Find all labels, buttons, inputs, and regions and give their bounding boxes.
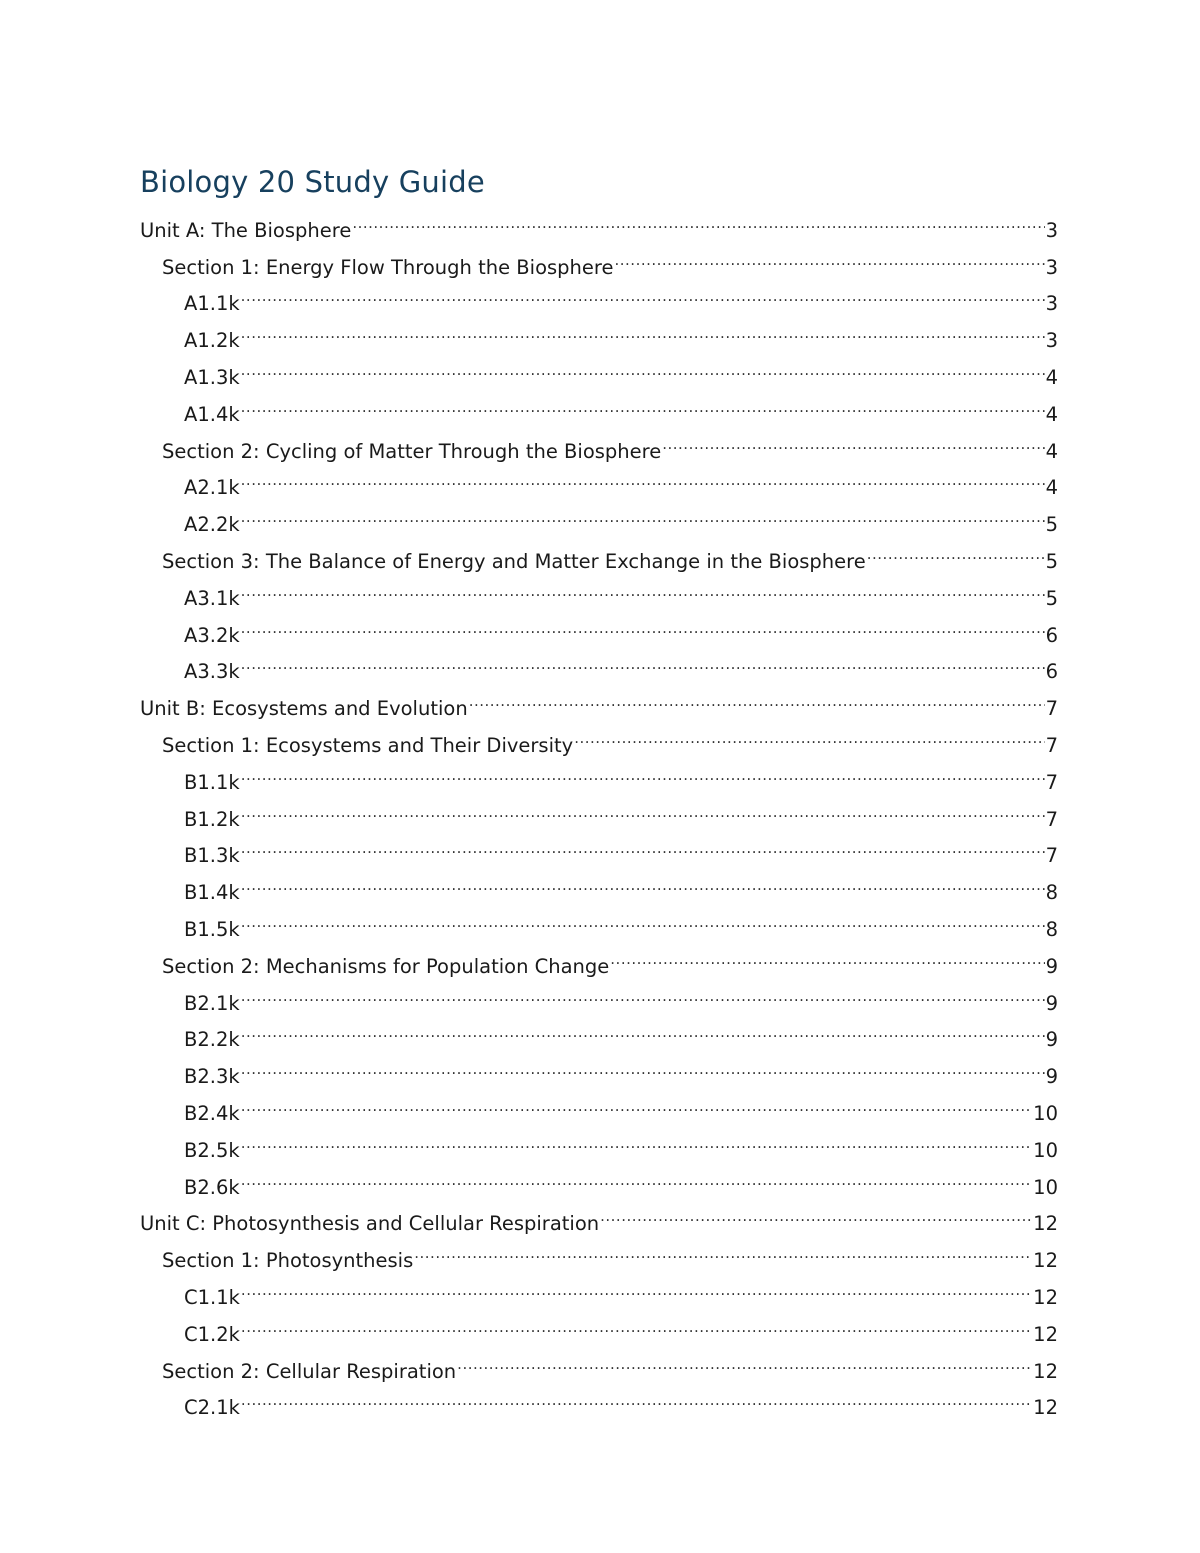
toc-entry-label: B1.1k: [184, 770, 240, 794]
toc-entry[interactable]: [140, 1378, 1058, 1420]
toc-dot-leader: [241, 1010, 1045, 1047]
toc-entry[interactable]: [140, 1083, 1058, 1125]
toc-dot-leader: [241, 1083, 1032, 1120]
document-page: [140, 160, 1058, 1420]
toc-entry[interactable]: [140, 1341, 1058, 1383]
toc-dot-leader: [241, 973, 1045, 1010]
toc-entry[interactable]: [140, 200, 1058, 242]
toc-entry[interactable]: [140, 310, 1058, 353]
toc-entry-label: C1.2k: [184, 1322, 240, 1346]
toc-dot-leader: [241, 384, 1045, 421]
toc-entry-label: Unit A: The Biosphere: [140, 218, 352, 242]
toc-entry[interactable]: [140, 605, 1058, 647]
toc-page-number: 12: [1033, 1249, 1058, 1273]
toc-entry[interactable]: [140, 642, 1058, 684]
toc-entry-label: B2.3k: [184, 1065, 240, 1089]
toc-dot-leader: [241, 862, 1045, 899]
toc-page-number: 4: [1045, 476, 1058, 500]
toc-entry[interactable]: [140, 347, 1058, 389]
toc-page-number: 4: [1045, 439, 1058, 463]
toc-dot-leader: [241, 458, 1045, 495]
toc-entry-label: Section 3: The Balance of Energy and Matter Exchange in the Biosphere: [162, 549, 866, 573]
toc-dot-leader: [241, 274, 1045, 311]
toc-page-number: 12: [1033, 1285, 1058, 1309]
toc-entry[interactable]: [140, 1194, 1058, 1236]
toc-entry[interactable]: [140, 384, 1058, 426]
toc-page-number: 5: [1045, 586, 1058, 610]
toc-entry-label: A2.1k: [184, 476, 240, 500]
toc-page-number: 7: [1045, 844, 1058, 868]
toc-entry[interactable]: [140, 899, 1058, 941]
toc-entry[interactable]: [140, 421, 1058, 463]
toc-page-number: 7: [1045, 697, 1058, 721]
toc-page-number: 4: [1045, 402, 1058, 426]
toc-dot-leader: [241, 1157, 1032, 1194]
toc-page-number: 9: [1045, 1065, 1058, 1089]
toc-entry[interactable]: [140, 458, 1058, 500]
toc-dot-leader: [241, 642, 1045, 679]
toc-dot-leader: [241, 1304, 1032, 1341]
toc-dot-leader: [615, 237, 1045, 274]
toc-entry-label: A1.2k: [184, 329, 240, 353]
toc-page-number: 12: [1033, 1322, 1058, 1346]
toc-entry[interactable]: [140, 936, 1058, 978]
toc-entry-label: B1.5k: [184, 917, 240, 941]
toc-entry-label: A2.2k: [184, 513, 240, 537]
toc-dot-leader: [241, 752, 1045, 789]
toc-entry-label: B1.4k: [184, 881, 240, 905]
toc-entry-label: Section 2: Cellular Respiration: [162, 1359, 457, 1383]
toc-page-number: 3: [1045, 292, 1058, 316]
toc-dot-leader: [241, 1378, 1032, 1415]
toc-entry-label: A3.2k: [184, 623, 240, 647]
toc-page-number: 3: [1045, 329, 1058, 353]
toc-entry-label: B2.1k: [184, 991, 240, 1015]
toc-entry[interactable]: [140, 1046, 1058, 1089]
toc-dot-leader: [241, 347, 1045, 384]
toc-entry-label: A1.3k: [184, 365, 240, 389]
toc-page-number: 5: [1045, 513, 1058, 537]
toc-entry-label: B2.4k: [184, 1101, 240, 1125]
document-title: Biology 20 Study Guide: [140, 165, 485, 199]
toc-entry[interactable]: [140, 1267, 1058, 1309]
toc-page-number: 10: [1033, 1138, 1058, 1162]
toc-entry-label: C1.1k: [184, 1285, 240, 1309]
toc-dot-leader: [241, 1267, 1032, 1304]
toc-entry-label: C2.1k: [184, 1396, 240, 1420]
toc-page-number: 3: [1045, 218, 1058, 242]
table-of-contents: [140, 200, 1058, 1420]
toc-page-number: 12: [1033, 1359, 1058, 1383]
toc-entry-label: A3.3k: [184, 660, 240, 684]
toc-entry-label: B2.6k: [184, 1175, 240, 1199]
toc-entry-label: B1.2k: [184, 807, 240, 831]
toc-entry-label: Unit B: Ecosystems and Evolution: [140, 697, 468, 721]
toc-entry-label: Section 2: Cycling of Matter Through the Biosphere: [162, 439, 662, 463]
toc-entry-label: A3.1k: [184, 586, 240, 610]
toc-page-number: 3: [1045, 255, 1058, 279]
toc-entry-label: Section 1: Ecosystems and Their Diversity: [162, 733, 574, 757]
toc-entry-label: B2.2k: [184, 1028, 240, 1052]
toc-entry[interactable]: [140, 1010, 1058, 1052]
toc-dot-leader: [352, 200, 1044, 237]
toc-page-number: 7: [1045, 807, 1058, 831]
toc-dot-leader: [241, 605, 1045, 642]
toc-entry[interactable]: [140, 1157, 1058, 1199]
toc-page-number: 6: [1045, 660, 1058, 684]
toc-page-number: 8: [1045, 881, 1058, 905]
toc-entry[interactable]: [140, 1120, 1058, 1162]
toc-page-number: 10: [1033, 1175, 1058, 1199]
toc-dot-leader: [600, 1194, 1032, 1231]
toc-entry-label: B1.3k: [184, 844, 240, 868]
toc-page-number: 9: [1045, 991, 1058, 1015]
toc-entry-label: A1.1k: [184, 292, 240, 316]
toc-dot-leader: [867, 531, 1045, 568]
toc-dot-leader: [241, 568, 1045, 605]
toc-entry-label: Section 1: Energy Flow Through the Biosphere: [162, 255, 614, 279]
toc-page-number: 8: [1045, 917, 1058, 941]
toc-entry-label: Unit C: Photosynthesis and Cellular Respiration: [140, 1212, 600, 1236]
toc-dot-leader: [414, 1230, 1032, 1267]
toc-entry[interactable]: [140, 826, 1058, 868]
toc-dot-leader: [574, 715, 1044, 752]
toc-dot-leader: [241, 899, 1045, 936]
toc-dot-leader: [241, 826, 1045, 863]
toc-entry[interactable]: [140, 973, 1058, 1015]
toc-dot-leader: [241, 310, 1045, 347]
toc-dot-leader: [469, 678, 1045, 715]
toc-dot-leader: [662, 421, 1044, 458]
toc-page-number: 6: [1045, 623, 1058, 647]
toc-entry[interactable]: [140, 752, 1058, 794]
toc-page-number: 4: [1045, 365, 1058, 389]
toc-page-number: 12: [1033, 1396, 1058, 1420]
toc-page-number: 7: [1045, 770, 1058, 794]
toc-entry-label: Section 1: Photosynthesis: [162, 1249, 414, 1273]
toc-page-number: 9: [1045, 954, 1058, 978]
toc-dot-leader: [457, 1341, 1032, 1378]
toc-page-number: 10: [1033, 1101, 1058, 1125]
toc-entry[interactable]: [140, 789, 1058, 831]
toc-entry[interactable]: [140, 678, 1058, 721]
toc-entry[interactable]: [140, 494, 1058, 537]
toc-entry[interactable]: [140, 862, 1058, 905]
toc-page-number: 7: [1045, 733, 1058, 757]
toc-entry[interactable]: [140, 531, 1058, 573]
toc-entry[interactable]: [140, 568, 1058, 610]
toc-page-number: 12: [1033, 1212, 1058, 1236]
toc-dot-leader: [610, 936, 1044, 973]
toc-page-number: 5: [1045, 549, 1058, 573]
toc-entry-label: B2.5k: [184, 1138, 240, 1162]
toc-entry-label: Section 2: Mechanisms for Population Change: [162, 954, 610, 978]
toc-dot-leader: [241, 1120, 1032, 1157]
toc-dot-leader: [241, 1046, 1045, 1083]
toc-dot-leader: [241, 494, 1045, 531]
toc-dot-leader: [241, 789, 1045, 826]
toc-entry[interactable]: [140, 1304, 1058, 1346]
toc-entry[interactable]: [140, 274, 1058, 316]
toc-entry-label: A1.4k: [184, 402, 240, 426]
toc-page-number: 9: [1045, 1028, 1058, 1052]
